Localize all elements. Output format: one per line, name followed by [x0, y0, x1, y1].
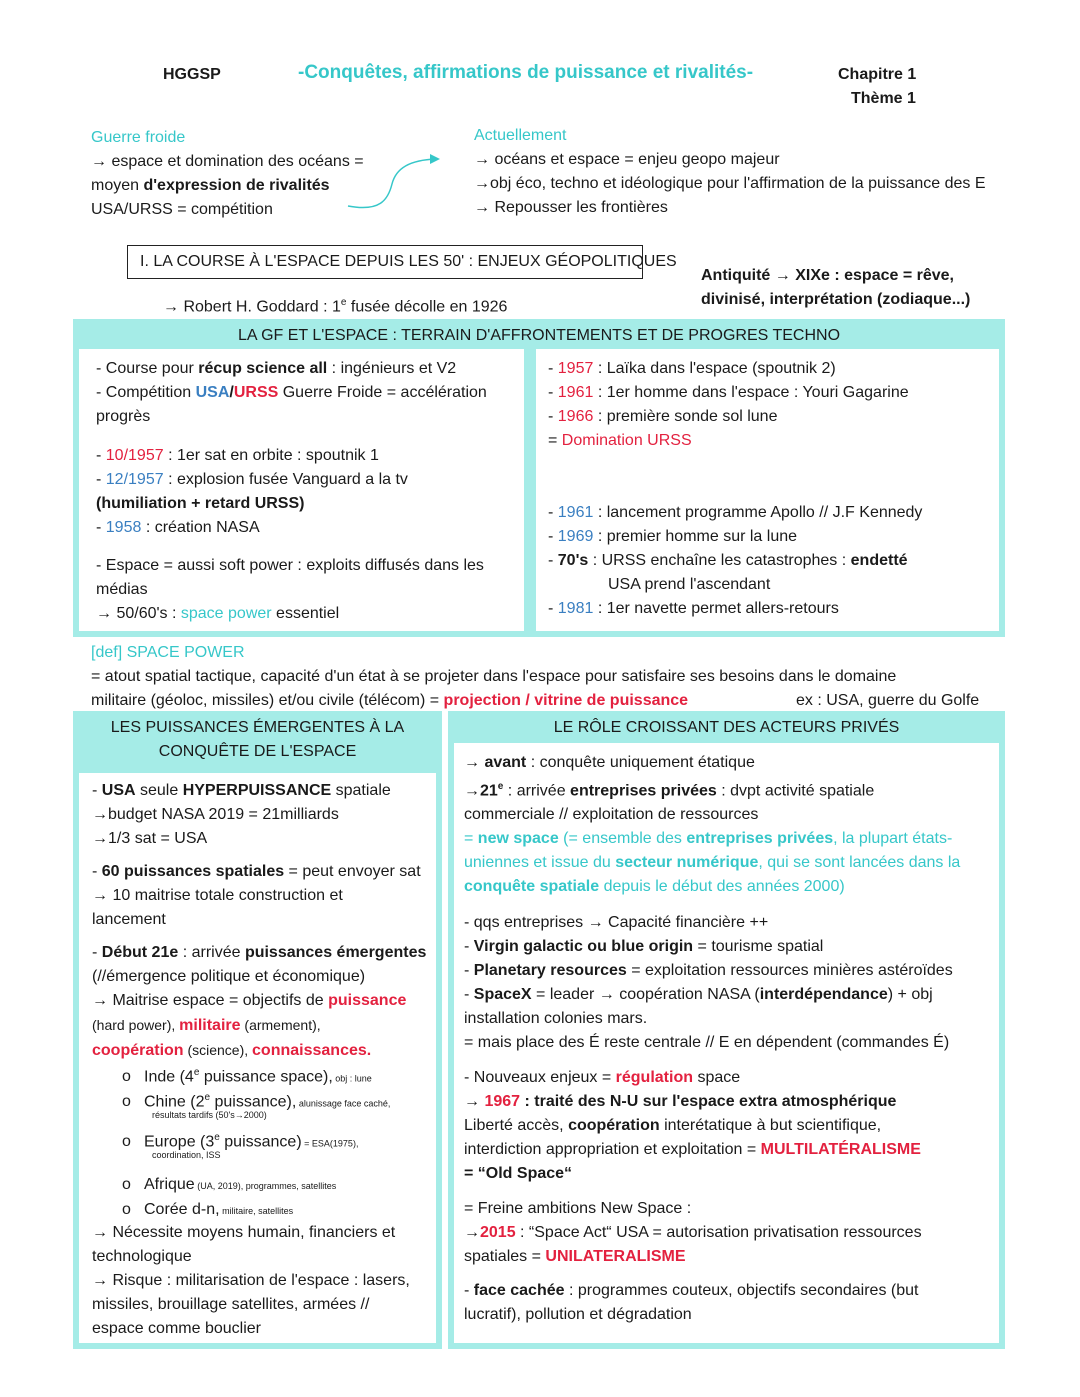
private-content: → avant : conquête uniquement étatique $\to 21^e$ : arrivée entreprises privées : dvpt activité spatiale commerciale // exploitation de ressources = new space (= ensemble des entreprises privées, la plupart états- uniennes et issue du secteur numérique, qui se sont lancées dans la conquête spatiale depuis le début des années 2000) - qqs entreprises → Capacité financière ++ - Virgin galactic ou blue origin = tourisme spatial - Planetary resources = exploitation ressources minières astéroïdes - SpaceX = leader → coopération NASA (interdépendance) + obj installation colonies mars. = mais place des É reste centrale // E en dépendent (commandes É) - Nouveaux enjeux = régulation space → 1967 : traité des N-U sur l'espace extra atmosphérique Liberté accès, coopération interétatique à but scientifique, interdiction appropriation et exploitation = MULTILATÉRALISME = “Old Space“ = Freine ambitions New Space : →2015 : “Space Act“ USA = autorisation privatisation ressources spatiales = UNILATERALISME - face cachée : programmes couteux, objectifs secondaires (but lucratif), pollution et dégradation — [464, 754, 961, 1324]
intro-right-title: Actuellement — [474, 127, 567, 144]
chapter-label: Chapitre 1 — [838, 66, 917, 83]
def-title: [def] SPACE POWER — [91, 644, 245, 661]
emerging-content: - USA seule HYPERPUISSANCE spatiale →budget NASA 2019 = 21milliards →1/3 sat = USA - 60 puissances spatiales = peut envoyer sat → 10 maitrise totale construction et lancement - Début 21e : arrivée puissances émergentes (//émergence politique et économique) → Maitrise espace = objectifs de puissance (hard power), militaire (armement), coopération (science), connaissances. — [92, 782, 427, 1059]
emerging-content-end: → Nécessite moyens humain, financiers et technologique → Risque : militarisation de l'espace : lasers, missiles, brouillage satellites, armées // espace comme bouclier — [92, 1224, 410, 1337]
intro-left-line: moyen d'expression de rivalités — [91, 177, 330, 194]
list-item: o Inde (4e puissance space), obj : lune — [122, 1067, 372, 1086]
intro-right-line: →obj éco, techno et idéologique pour l'affirmation de la puissance des E — [474, 175, 986, 192]
theme-label: Thème 1 — [851, 90, 916, 107]
antiquite-line: Antiquité → XIXe : espace = rêve, — [701, 267, 954, 284]
gf-left-column: - Course pour récup science all : ingénieurs et V2 - Compétition USA/URSS Guerre Froide = accélération progrès - 10/1957 : 1er sat en orbite : spoutnik 1 - 12/1957 : explosion fusée Vanguard a la tv (humiliation + retard URSS) - 1958 : création NASA - Espace = aussi soft power : exploits diffusés dans les médias → 50/60's : space power essentiel — [96, 360, 487, 622]
def-line: militaire (géoloc, missiles) et/ou civile (télécom) = projection / vitrine de puissance — [91, 692, 689, 709]
list-item-note: résultats tardifs (50's→2000) — [152, 1110, 267, 1120]
gf-right-column: - 1957 : Laïka dans l'espace (spoutnik 2) - 1961 : 1er homme dans l'espace : Youri Gagarine - 1966 : première sonde sol lune = Domination URSS - 1961 : lancement programme Apollo // J.F Kennedy - 1969 : premier homme sur la lune - 70's : URSS enchaîne les catastrophes : endetté USA prend l'ascendant - 1981 : 1er navette permet allers-retours — [548, 360, 923, 617]
section-title: I. LA COURSE À L'ESPACE DEPUIS LES 50' : ENJEUX GÉOPOLITIQUES — [127, 245, 643, 279]
goddard-line: → Robert H. Goddard : 1e fusée décolle en 1926 — [163, 297, 508, 316]
private-box-header: LE RÔLE CROISSANT DES ACTEURS PRIVÉS — [448, 711, 1005, 743]
def-example: ex : USA, guerre du Golfe — [796, 692, 980, 709]
list-item: o Corée d-n, militaire, satellites — [122, 1201, 294, 1218]
page-title: -Conquêtes, affirmations de puissance et rivalités- — [298, 62, 754, 83]
curved-arrow-icon — [340, 150, 450, 214]
gf-box-header: LA GF ET L'ESPACE : TERRAIN D'AFFRONTEMENTS ET DE PROGRES TECHNO — [73, 319, 1005, 349]
subject-label: HGGSP — [163, 66, 221, 83]
intro-left-line: USA/URSS = compétition — [91, 201, 273, 218]
list-item: o Chine (2e puissance), alunissage face caché, — [122, 1092, 391, 1111]
intro-right-line: → Repousser les frontières — [474, 199, 668, 216]
list-item: o Afrique (UA, 2019), programmes, satellites — [122, 1176, 337, 1193]
list-item-note: coordination, ISS — [152, 1150, 221, 1160]
emerging-box-header: LES PUISSANCES ÉMERGENTES À LA CONQUÊTE DE L'ESPACE — [73, 711, 442, 773]
antiquite-line: divinisé, interprétation (zodiaque...) — [701, 291, 971, 308]
gf-box-divider — [524, 349, 536, 631]
intro-left-title: Guerre froide — [91, 129, 186, 146]
intro-right-line: → océans et espace = enjeu geopo majeur — [474, 151, 780, 168]
list-item: o Europe (3e puissance) = ESA(1975), — [122, 1132, 359, 1151]
intro-left-line: → espace et domination des océans = — [91, 153, 364, 170]
def-line: = atout spatial tactique, capacité d'un état à se projeter dans l'espace pour satisfaire ses besoins dans le domaine — [91, 668, 897, 685]
